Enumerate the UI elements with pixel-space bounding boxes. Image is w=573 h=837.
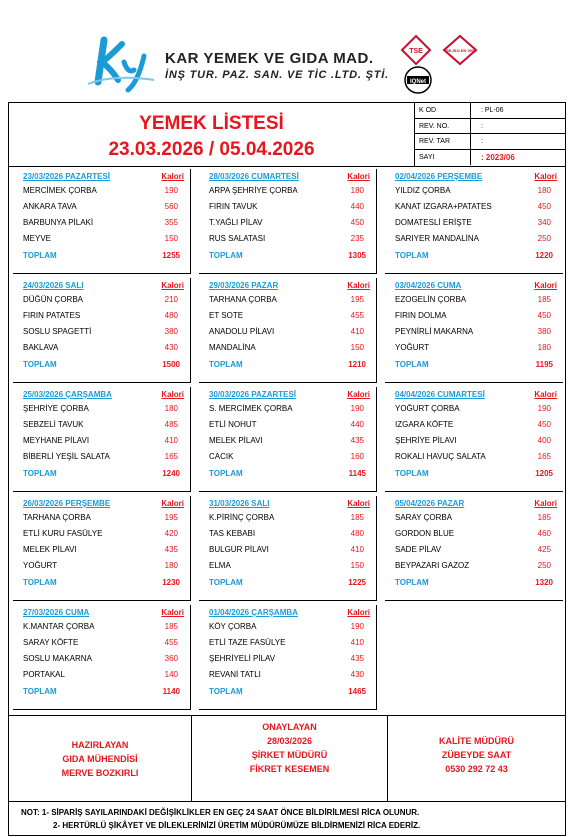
day-menu-card [381, 387, 567, 496]
iso-badge [444, 36, 478, 64]
calorie-column-header: Kalori [347, 390, 370, 399]
company-name: KAR YEMEK VE GIDA MAD. [165, 50, 374, 67]
total-calorie: 1225 [348, 578, 366, 587]
menu-item-name: MEYVE [23, 234, 52, 243]
company-logo [84, 34, 156, 94]
menu-item-calorie: 235 [350, 234, 364, 243]
menu-item-name: IZGARA KÖFTE [395, 420, 454, 429]
total-label: TOPLAM [395, 251, 429, 260]
total-label: TOPLAM [23, 251, 57, 260]
menu-item-calorie: 560 [164, 202, 178, 211]
day-menu-card [195, 387, 381, 496]
menu-item-calorie: 450 [350, 218, 364, 227]
day-menu-border [13, 496, 191, 601]
menu-item-calorie: 410 [350, 327, 364, 336]
menu-item-calorie: 150 [350, 561, 364, 570]
day-menu-border [385, 278, 563, 383]
day-menu-card [381, 496, 567, 605]
menu-item-name: ETLİ KURU FASÜLYE [23, 529, 103, 538]
day-menu-card [195, 605, 381, 714]
rev-no-row [415, 119, 565, 135]
tse-badge [402, 36, 430, 64]
menu-item-calorie: 480 [164, 311, 178, 320]
total-calorie: 1230 [162, 578, 180, 587]
menu-item-calorie: 420 [164, 529, 178, 538]
menu-item-calorie: 410 [164, 436, 178, 445]
day-date-header: 27/03/2026 CUMA [23, 608, 90, 617]
day-menu-card [9, 278, 195, 387]
day-menu-border [199, 387, 377, 492]
menu-item-name: PEYNİRLİ MAKARNA [395, 327, 474, 336]
menu-item-name: YILDIZ ÇORBA [395, 186, 451, 195]
total-calorie: 1240 [162, 469, 180, 478]
menu-item-calorie: 455 [164, 638, 178, 647]
menu-item-name: GORDON BLUE [395, 529, 455, 538]
menu-item-name: TAS KEBABI [209, 529, 256, 538]
total-label: TOPLAM [395, 360, 429, 369]
menu-item-name: ETLİ NOHUT [209, 420, 257, 429]
day-menu-card [195, 278, 381, 387]
menu-item-name: SOSLU SPAGETTİ [23, 327, 92, 336]
day-menu-card [9, 387, 195, 496]
company-subtitle: İNŞ TUR. PAZ. SAN. VE TİC .LTD. ŞTİ. [165, 69, 389, 81]
menu-item-name: BULGUR PİLAVI [209, 545, 269, 554]
menu-item-calorie: 160 [350, 452, 364, 461]
menu-item-name: ROKALI HAVUÇ SALATA [395, 452, 486, 461]
total-calorie: 1255 [162, 251, 180, 260]
day-date-header: 05/04/2026 PAZAR [395, 499, 465, 508]
menu-item-name: FIRIN PATATES [23, 311, 81, 320]
day-menu-card [195, 169, 381, 278]
menu-item-name: ŞEHRİYELİ PİLAV [209, 654, 276, 663]
menu-item-name: ANADOLU PİLAVI [209, 327, 275, 336]
menu-item-calorie: 410 [350, 545, 364, 554]
prepared-by-name: MERVE BOZKIRLI [61, 768, 139, 778]
total-label: TOPLAM [23, 469, 57, 478]
menu-item-name: SEBZELİ TAVUK [23, 420, 84, 429]
menu-title: YEMEK LİSTESİ [139, 113, 284, 134]
issue-number-value: : 2023/06 [481, 152, 515, 162]
calorie-column-header: Kalori [161, 608, 184, 617]
menu-item-calorie: 150 [164, 234, 178, 243]
menu-item-name: FIRIN DOLMA [395, 311, 447, 320]
menu-item-calorie: 460 [537, 529, 551, 538]
menu-item-calorie: 165 [537, 452, 551, 461]
day-menu-card [9, 605, 195, 714]
doc-code-value: : PL-06 [481, 107, 504, 114]
menu-item-calorie: 250 [537, 234, 551, 243]
menu-item-calorie: 435 [350, 654, 364, 663]
total-label: TOPLAM [23, 578, 57, 587]
menu-item-calorie: 380 [164, 327, 178, 336]
menu-item-name: T.YAĞLI PİLAV [209, 218, 263, 227]
day-date-header: 02/04/2026 PERŞEMBE [395, 172, 483, 181]
menu-item-calorie: 430 [164, 343, 178, 352]
menu-item-name: SADE PİLAV [395, 545, 442, 554]
day-menu-border [385, 387, 563, 492]
menu-item-calorie: 435 [164, 545, 178, 554]
menu-item-calorie: 180 [537, 186, 551, 195]
total-label: TOPLAM [209, 578, 243, 587]
total-label: TOPLAM [395, 469, 429, 478]
menu-item-name: PORTAKAL [23, 670, 65, 679]
day-menu-card [381, 278, 567, 387]
menu-item-name: S. MERCİMEK ÇORBA [209, 404, 293, 413]
calorie-column-header: Kalori [347, 172, 370, 181]
calorie-column-header: Kalori [347, 499, 370, 508]
menu-item-calorie: 480 [350, 529, 364, 538]
svg-text:TSE: TSE [409, 48, 423, 55]
menu-item-name: KANAT IZGARA+PATATES [395, 202, 492, 211]
menu-item-calorie: 185 [537, 513, 551, 522]
quality-manager-title: KALİTE MÜDÜRÜ [439, 736, 514, 746]
rev-no-value: : [481, 122, 483, 130]
menu-item-name: SARIYER MANDALİNA [395, 234, 480, 243]
total-label: TOPLAM [395, 578, 429, 587]
total-calorie: 1220 [535, 251, 553, 260]
menu-item-name: FIRIN TAVUK [209, 202, 258, 211]
menu-item-name: SARAY ÇORBA [395, 513, 453, 522]
menu-item-calorie: 380 [537, 327, 551, 336]
signature-approved-by [192, 716, 388, 802]
total-calorie: 1195 [535, 360, 553, 369]
day-date-header: 23/03/2026 PAZARTESİ [23, 172, 111, 181]
rev-no-label: REV. NO. [415, 119, 471, 134]
menu-item-name: TARHANA ÇORBA [23, 513, 91, 522]
menu-item-name: REVANİ TATLI [209, 670, 261, 679]
calorie-column-header: Kalori [347, 281, 370, 290]
menu-item-name: ET SOTE [209, 311, 244, 320]
menu-item-name: K.MANTAR ÇORBA [23, 622, 95, 631]
calorie-column-header: Kalori [534, 390, 557, 399]
issue-number-row [415, 150, 565, 166]
day-menu-border [385, 169, 563, 274]
menu-item-name: MANDALİNA [209, 343, 256, 352]
total-calorie: 1305 [348, 251, 366, 260]
menu-item-calorie: 430 [350, 670, 364, 679]
signature-prepared-by [9, 716, 192, 802]
approved-by-name: FİKRET KESEMEN [249, 764, 330, 774]
menu-item-name: ETLİ TAZE FASÜLYE [209, 638, 286, 647]
menu-item-name: ELMA [209, 561, 231, 570]
menu-item-calorie: 165 [164, 452, 178, 461]
menu-item-calorie: 180 [164, 404, 178, 413]
day-menu-border [385, 496, 563, 601]
certification-badges [398, 34, 488, 96]
approved-by-title: ŞİRKET MÜDÜRÜ [251, 750, 328, 760]
menu-item-name: BARBUNYA PİLAKİ [23, 218, 94, 227]
day-date-header: 03/04/2026 CUMA [395, 281, 462, 290]
menu-item-calorie: 185 [164, 622, 178, 631]
menu-item-name: YOĞURT [23, 561, 58, 570]
menu-item-calorie: 190 [164, 186, 178, 195]
total-calorie: 1500 [162, 360, 180, 369]
signature-quality-manager [388, 716, 565, 802]
menu-item-calorie: 450 [537, 420, 551, 429]
menu-item-name: ŞEHRİYE PİLAVI [395, 436, 457, 445]
day-date-header: 30/03/2026 PAZARTESİ [209, 390, 297, 399]
menu-item-calorie: 450 [537, 202, 551, 211]
menu-item-name: BAKLAVA [23, 343, 59, 352]
total-label: TOPLAM [209, 687, 243, 696]
svg-text:IQNet: IQNet [409, 79, 427, 85]
approved-by-date: 28/03/2026 [266, 736, 313, 746]
note-line-2: 2- HERTÜRLÜ ŞİKÂYET VE DİLEKLERİNİZİ ÜRETİM MÜDÜRÜMÜZE BİLDİRMENİZİ RİCA EDERİZ. [53, 821, 421, 830]
issue-number-label: SAYI [415, 150, 471, 166]
total-calorie: 1210 [348, 360, 366, 369]
menu-item-calorie: 440 [350, 420, 364, 429]
menu-item-name: YOĞURT [395, 343, 430, 352]
total-calorie: 1145 [348, 469, 366, 478]
menu-item-name: ARPA ŞEHRİYE ÇORBA [209, 186, 298, 195]
menu-item-calorie: 410 [350, 638, 364, 647]
menu-item-calorie: 150 [350, 343, 364, 352]
approved-by-role: ONAYLAYAN [262, 722, 317, 732]
document-info-table [415, 103, 565, 167]
svg-text:TSE-ISO-EN 9000: TSE-ISO-EN 9000 [443, 48, 477, 53]
total-label: TOPLAM [209, 360, 243, 369]
menu-item-name: MERCİMEK ÇORBA [23, 186, 97, 195]
menu-item-calorie: 210 [164, 295, 178, 304]
menu-item-name: ANKARA TAVA [23, 202, 77, 211]
day-date-header: 26/03/2026 PERŞEMBE [23, 499, 111, 508]
menu-item-calorie: 185 [537, 295, 551, 304]
menu-frame [8, 102, 566, 802]
day-menu-card [9, 169, 195, 278]
menu-item-name: DÜĞÜN ÇORBA [23, 295, 84, 304]
menu-item-calorie: 195 [164, 513, 178, 522]
note-line-1: NOT: 1- SİPARİŞ SAYILARINDAKİ DEĞİŞİKLİKLER EN GEÇ 24 SAAT ÖNCE BİLDİRİLMESİ RİCA OLUNUR. [21, 808, 420, 817]
total-calorie: 1465 [348, 687, 366, 696]
menu-item-calorie: 190 [537, 404, 551, 413]
menu-item-name: MEYHANE PİLAVI [23, 436, 90, 445]
calorie-column-header: Kalori [534, 499, 557, 508]
rev-date-label: REV. TAR [415, 134, 471, 149]
menu-item-calorie: 450 [537, 311, 551, 320]
title-box [9, 103, 415, 167]
day-menu-border [199, 169, 377, 274]
day-menu-card [9, 496, 195, 605]
menu-item-calorie: 355 [164, 218, 178, 227]
day-date-header: 31/03/2026 SALI [209, 499, 270, 508]
signature-area [9, 715, 565, 802]
calorie-column-header: Kalori [161, 390, 184, 399]
calorie-column-header: Kalori [161, 281, 184, 290]
menu-item-calorie: 180 [350, 186, 364, 195]
doc-code-label: K OD [415, 103, 471, 118]
day-menu-border [13, 169, 191, 274]
calorie-column-header: Kalori [534, 281, 557, 290]
menu-item-name: BEYPAZARI GAZOZ [395, 561, 470, 570]
total-calorie: 1140 [162, 687, 180, 696]
calorie-column-header: Kalori [347, 608, 370, 617]
day-date-header: 25/03/2026 ÇARŞAMBA [23, 390, 112, 399]
day-date-header: 24/03/2026 SALI [23, 281, 84, 290]
menu-item-calorie: 455 [350, 311, 364, 320]
total-calorie: 1205 [535, 469, 553, 478]
menu-item-name: MELEK PİLAVI [209, 436, 263, 445]
menu-item-calorie: 250 [537, 561, 551, 570]
menu-item-name: TARHANA ÇORBA [209, 295, 277, 304]
menu-item-name: YOĞURT ÇORBA [395, 404, 460, 413]
day-date-header: 01/04/2026 ÇARŞAMBA [209, 608, 298, 617]
day-date-header: 04/04/2026 CUMARTESİ [395, 390, 485, 399]
day-menu-card [381, 169, 567, 278]
menu-item-calorie: 140 [164, 670, 178, 679]
day-menu-border [199, 605, 377, 710]
prepared-by-title: GIDA MÜHENDİSİ [62, 754, 138, 764]
document-header [0, 0, 573, 100]
menu-item-calorie: 440 [350, 202, 364, 211]
menu-item-name: EZOGELİN ÇORBA [395, 295, 467, 304]
day-menu-card [195, 496, 381, 605]
menu-item-name: ŞEHRİYE ÇORBA [23, 404, 89, 413]
menu-item-name: SARAY KÖFTE [23, 638, 79, 647]
menu-date-range: 23.03.2026 / 05.04.2026 [108, 139, 315, 160]
company-block [165, 50, 389, 81]
menu-item-calorie: 190 [350, 404, 364, 413]
day-menu-border [13, 605, 191, 710]
total-label: TOPLAM [23, 687, 57, 696]
total-label: TOPLAM [209, 251, 243, 260]
menu-item-name: CACIK [209, 452, 234, 461]
prepared-by-role: HAZIRLAYAN [71, 740, 129, 750]
menu-item-calorie: 360 [164, 654, 178, 663]
menu-item-calorie: 400 [537, 436, 551, 445]
menu-item-calorie: 195 [350, 295, 364, 304]
iqnet-badge [405, 67, 431, 93]
rev-date-row [415, 134, 565, 150]
calorie-column-header: Kalori [161, 499, 184, 508]
menu-item-calorie: 190 [350, 622, 364, 631]
total-calorie: 1320 [535, 578, 553, 587]
menu-item-name: K.PİRİNÇ ÇORBA [209, 513, 275, 522]
menu-item-calorie: 340 [537, 218, 551, 227]
total-label: TOPLAM [209, 469, 243, 478]
menu-item-calorie: 425 [537, 545, 551, 554]
menu-item-name: SOSLU MAKARNA [23, 654, 92, 663]
day-menu-border [199, 496, 377, 601]
day-date-header: 29/03/2026 PAZAR [209, 281, 279, 290]
menu-item-name: KÖY ÇORBA [209, 622, 257, 631]
notes-box [8, 802, 566, 836]
menu-item-calorie: 180 [164, 561, 178, 570]
quality-manager-name: ZÜBEYDE SAAT [441, 750, 512, 760]
menu-item-name: DOMATESLİ ERİŞTE [395, 218, 472, 227]
menu-item-name: BİBERLİ YEŞİL SALATA [23, 452, 110, 461]
calorie-column-header: Kalori [161, 172, 184, 181]
menu-item-calorie: 185 [350, 513, 364, 522]
menu-item-calorie: 435 [350, 436, 364, 445]
rev-date-value: : [481, 138, 483, 145]
total-label: TOPLAM [23, 360, 57, 369]
menu-item-name: MELEK PİLAVI [23, 545, 77, 554]
day-menu-border [13, 387, 191, 492]
doc-code-row [415, 103, 565, 119]
day-menu-border [199, 278, 377, 383]
day-date-header: 28/03/2026 CUMARTESİ [209, 172, 299, 181]
calorie-column-header: Kalori [534, 172, 557, 181]
menu-item-calorie: 485 [164, 420, 178, 429]
menu-item-calorie: 180 [537, 343, 551, 352]
quality-manager-phone: 0530 292 72 43 [445, 764, 508, 774]
menu-item-name: RUS SALATASI [209, 234, 266, 243]
day-menu-border [13, 278, 191, 383]
